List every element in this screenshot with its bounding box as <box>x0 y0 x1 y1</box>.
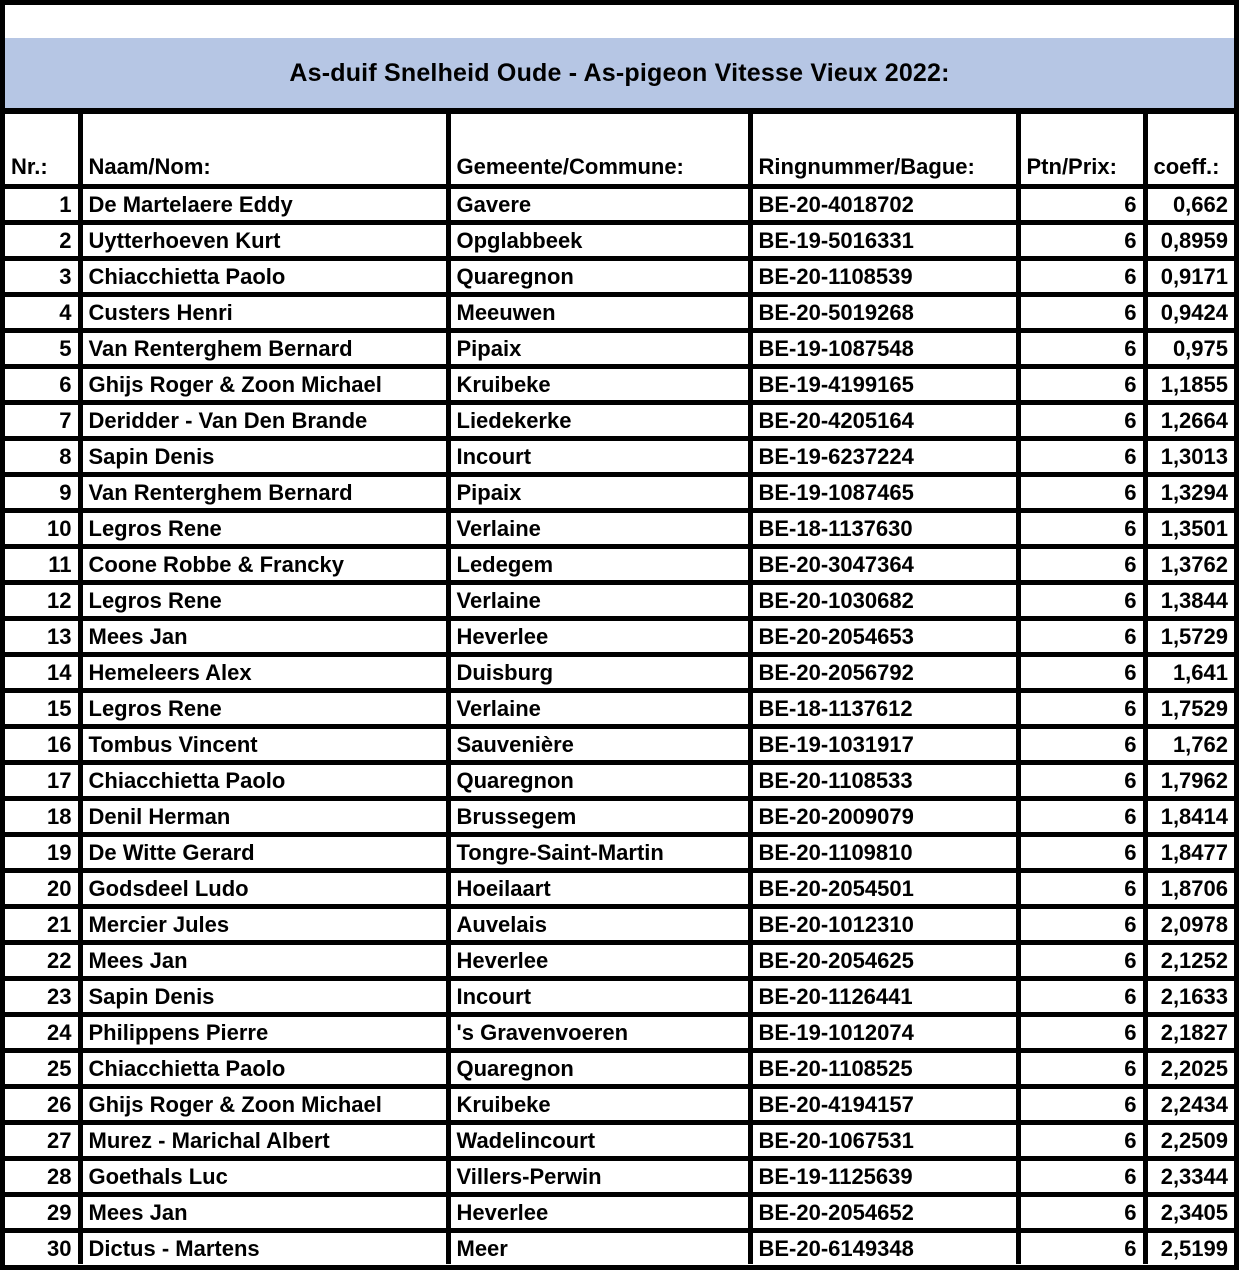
cell-ptn: 6 <box>1018 511 1145 547</box>
cell-ptn: 6 <box>1018 763 1145 799</box>
cell-coeff: 0,662 <box>1145 187 1234 223</box>
cell-name: Dictus - Martens <box>80 1231 448 1265</box>
table-row <box>5 1015 1234 1051</box>
cell-commune: Ledegem <box>448 547 750 583</box>
table-row <box>5 295 1234 331</box>
table-row <box>5 979 1234 1015</box>
cell-name: Hemeleers Alex <box>80 655 448 691</box>
cell-commune: Kruibeke <box>448 1087 750 1123</box>
table-row <box>5 907 1234 943</box>
cell-nr: 12 <box>5 583 80 619</box>
cell-ring: BE-20-6149348 <box>750 1231 1018 1265</box>
cell-commune: Verlaine <box>448 583 750 619</box>
cell-nr: 29 <box>5 1195 80 1231</box>
cell-ptn: 6 <box>1018 907 1145 943</box>
cell-ring: BE-20-3047364 <box>750 547 1018 583</box>
cell-ring: BE-20-4194157 <box>750 1087 1018 1123</box>
cell-ring: BE-20-4205164 <box>750 403 1018 439</box>
table-row <box>5 1051 1234 1087</box>
cell-ring: BE-20-5019268 <box>750 295 1018 331</box>
cell-commune: Villers-Perwin <box>448 1159 750 1195</box>
table-row <box>5 871 1234 907</box>
table-row <box>5 475 1234 511</box>
cell-commune: Quaregnon <box>448 259 750 295</box>
cell-nr: 13 <box>5 619 80 655</box>
cell-ring: BE-20-2054653 <box>750 619 1018 655</box>
cell-commune: 's Gravenvoeren <box>448 1015 750 1051</box>
cell-name: Ghijs Roger & Zoon Michael <box>80 367 448 403</box>
cell-name: Coone Robbe & Francky <box>80 547 448 583</box>
cell-nr: 24 <box>5 1015 80 1051</box>
table-row <box>5 655 1234 691</box>
cell-ptn: 6 <box>1018 583 1145 619</box>
cell-nr: 28 <box>5 1159 80 1195</box>
cell-name: Mees Jan <box>80 619 448 655</box>
cell-nr: 21 <box>5 907 80 943</box>
cell-commune: Sauvenière <box>448 727 750 763</box>
cell-coeff: 1,3844 <box>1145 583 1234 619</box>
cell-commune: Quaregnon <box>448 1051 750 1087</box>
cell-name: Legros Rene <box>80 511 448 547</box>
cell-commune: Duisburg <box>448 655 750 691</box>
cell-coeff: 1,8706 <box>1145 871 1234 907</box>
cell-nr: 15 <box>5 691 80 727</box>
table-row <box>5 403 1234 439</box>
cell-name: Legros Rene <box>80 583 448 619</box>
cell-commune: Brussegem <box>448 799 750 835</box>
cell-nr: 16 <box>5 727 80 763</box>
cell-ptn: 6 <box>1018 547 1145 583</box>
table-row <box>5 187 1234 223</box>
cell-ptn: 6 <box>1018 1159 1145 1195</box>
table-row <box>5 799 1234 835</box>
cell-coeff: 2,3405 <box>1145 1195 1234 1231</box>
cell-commune: Tongre-Saint-Martin <box>448 835 750 871</box>
cell-ring: BE-19-4199165 <box>750 367 1018 403</box>
cell-commune: Incourt <box>448 979 750 1015</box>
cell-nr: 9 <box>5 475 80 511</box>
page-title: As-duif Snelheid Oude - As-pigeon Vitesse Vieux 2022: <box>5 38 1234 114</box>
table-row <box>5 727 1234 763</box>
cell-ptn: 6 <box>1018 475 1145 511</box>
cell-name: Van Renterghem Bernard <box>80 475 448 511</box>
cell-nr: 27 <box>5 1123 80 1159</box>
cell-coeff: 0,9424 <box>1145 295 1234 331</box>
cell-nr: 1 <box>5 187 80 223</box>
cell-name: Uytterhoeven Kurt <box>80 223 448 259</box>
cell-ptn: 6 <box>1018 727 1145 763</box>
cell-nr: 4 <box>5 295 80 331</box>
cell-ptn: 6 <box>1018 1123 1145 1159</box>
cell-ptn: 6 <box>1018 655 1145 691</box>
cell-ring: BE-20-2009079 <box>750 799 1018 835</box>
cell-nr: 11 <box>5 547 80 583</box>
cell-ptn: 6 <box>1018 1195 1145 1231</box>
cell-ring: BE-19-1087548 <box>750 331 1018 367</box>
cell-ring: BE-19-1125639 <box>750 1159 1018 1195</box>
cell-ptn: 6 <box>1018 1051 1145 1087</box>
cell-ring: BE-20-1109810 <box>750 835 1018 871</box>
cell-nr: 23 <box>5 979 80 1015</box>
cell-nr: 3 <box>5 259 80 295</box>
cell-nr: 7 <box>5 403 80 439</box>
table-row <box>5 511 1234 547</box>
table-row <box>5 763 1234 799</box>
cell-nr: 5 <box>5 331 80 367</box>
header-row <box>5 114 1234 187</box>
cell-commune: Hoeilaart <box>448 871 750 907</box>
cell-commune: Incourt <box>448 439 750 475</box>
cell-name: Sapin Denis <box>80 979 448 1015</box>
cell-ring: BE-20-1126441 <box>750 979 1018 1015</box>
cell-commune: Wadelincourt <box>448 1123 750 1159</box>
cell-name: Mees Jan <box>80 943 448 979</box>
table-header <box>5 114 1234 187</box>
cell-coeff: 2,2434 <box>1145 1087 1234 1123</box>
cell-name: Deridder - Van Den Brande <box>80 403 448 439</box>
cell-ptn: 6 <box>1018 871 1145 907</box>
column-header-ring: Ringnummer/Bague: <box>750 114 1018 187</box>
cell-coeff: 0,9171 <box>1145 259 1234 295</box>
cell-ring: BE-20-2054501 <box>750 871 1018 907</box>
cell-ptn: 6 <box>1018 943 1145 979</box>
cell-nr: 19 <box>5 835 80 871</box>
cell-nr: 17 <box>5 763 80 799</box>
cell-ptn: 6 <box>1018 295 1145 331</box>
cell-ring: BE-19-1087465 <box>750 475 1018 511</box>
cell-ptn: 6 <box>1018 367 1145 403</box>
cell-coeff: 1,3294 <box>1145 475 1234 511</box>
table-row <box>5 223 1234 259</box>
column-header-coeff: coeff.: <box>1145 114 1234 187</box>
cell-nr: 30 <box>5 1231 80 1265</box>
cell-ptn: 6 <box>1018 1015 1145 1051</box>
cell-name: Custers Henri <box>80 295 448 331</box>
cell-coeff: 2,2025 <box>1145 1051 1234 1087</box>
cell-ptn: 6 <box>1018 403 1145 439</box>
column-header-name: Naam/Nom: <box>80 114 448 187</box>
table-row <box>5 1159 1234 1195</box>
cell-ring: BE-18-1137612 <box>750 691 1018 727</box>
cell-commune: Quaregnon <box>448 763 750 799</box>
cell-name: Legros Rene <box>80 691 448 727</box>
table-row <box>5 367 1234 403</box>
table-row <box>5 691 1234 727</box>
table-row <box>5 439 1234 475</box>
cell-nr: 22 <box>5 943 80 979</box>
cell-coeff: 1,7962 <box>1145 763 1234 799</box>
cell-coeff: 2,5199 <box>1145 1231 1234 1265</box>
cell-ptn: 6 <box>1018 223 1145 259</box>
cell-name: De Martelaere Eddy <box>80 187 448 223</box>
cell-commune: Opglabbeek <box>448 223 750 259</box>
cell-commune: Heverlee <box>448 619 750 655</box>
cell-name: Goethals Luc <box>80 1159 448 1195</box>
cell-nr: 26 <box>5 1087 80 1123</box>
cell-ring: BE-20-2056792 <box>750 655 1018 691</box>
column-header-commune: Gemeente/Commune: <box>448 114 750 187</box>
cell-coeff: 1,641 <box>1145 655 1234 691</box>
cell-name: Chiacchietta Paolo <box>80 763 448 799</box>
cell-ring: BE-20-1108539 <box>750 259 1018 295</box>
table-row <box>5 1195 1234 1231</box>
cell-ring: BE-18-1137630 <box>750 511 1018 547</box>
table-row <box>5 259 1234 295</box>
cell-nr: 18 <box>5 799 80 835</box>
cell-commune: Liedekerke <box>448 403 750 439</box>
cell-ring: BE-20-1067531 <box>750 1123 1018 1159</box>
cell-coeff: 1,1855 <box>1145 367 1234 403</box>
cell-ptn: 6 <box>1018 979 1145 1015</box>
cell-ring: BE-20-1012310 <box>750 907 1018 943</box>
cell-ptn: 6 <box>1018 619 1145 655</box>
cell-ring: BE-19-1012074 <box>750 1015 1018 1051</box>
cell-name: Ghijs Roger & Zoon Michael <box>80 1087 448 1123</box>
table-row <box>5 1087 1234 1123</box>
cell-coeff: 1,3762 <box>1145 547 1234 583</box>
cell-name: De Witte Gerard <box>80 835 448 871</box>
cell-name: Murez - Marichal Albert <box>80 1123 448 1159</box>
cell-ptn: 6 <box>1018 259 1145 295</box>
cell-coeff: 1,3501 <box>1145 511 1234 547</box>
cell-ring: BE-20-1108533 <box>750 763 1018 799</box>
cell-coeff: 0,975 <box>1145 331 1234 367</box>
cell-commune: Heverlee <box>448 943 750 979</box>
cell-name: Van Renterghem Bernard <box>80 331 448 367</box>
cell-commune: Verlaine <box>448 511 750 547</box>
cell-commune: Kruibeke <box>448 367 750 403</box>
cell-nr: 25 <box>5 1051 80 1087</box>
cell-name: Chiacchietta Paolo <box>80 259 448 295</box>
cell-ring: BE-20-2054652 <box>750 1195 1018 1231</box>
cell-commune: Pipaix <box>448 475 750 511</box>
cell-nr: 2 <box>5 223 80 259</box>
cell-commune: Meer <box>448 1231 750 1265</box>
table-row <box>5 619 1234 655</box>
cell-ptn: 6 <box>1018 331 1145 367</box>
cell-name: Mees Jan <box>80 1195 448 1231</box>
cell-nr: 6 <box>5 367 80 403</box>
cell-name: Philippens Pierre <box>80 1015 448 1051</box>
cell-name: Chiacchietta Paolo <box>80 1051 448 1087</box>
table-row <box>5 1123 1234 1159</box>
cell-name: Godsdeel Ludo <box>80 871 448 907</box>
cell-coeff: 1,7529 <box>1145 691 1234 727</box>
column-header-ptn: Ptn/Prix: <box>1018 114 1145 187</box>
cell-nr: 10 <box>5 511 80 547</box>
cell-coeff: 2,0978 <box>1145 907 1234 943</box>
cell-coeff: 1,8414 <box>1145 799 1234 835</box>
cell-ring: BE-19-6237224 <box>750 439 1018 475</box>
cell-coeff: 1,762 <box>1145 727 1234 763</box>
cell-ptn: 6 <box>1018 439 1145 475</box>
cell-ptn: 6 <box>1018 187 1145 223</box>
table-body <box>5 187 1234 1265</box>
table-row <box>5 835 1234 871</box>
cell-coeff: 2,1252 <box>1145 943 1234 979</box>
table-row <box>5 331 1234 367</box>
table-row <box>5 547 1234 583</box>
cell-nr: 20 <box>5 871 80 907</box>
cell-name: Tombus Vincent <box>80 727 448 763</box>
cell-ring: BE-20-1108525 <box>750 1051 1018 1087</box>
cell-commune: Verlaine <box>448 691 750 727</box>
cell-coeff: 2,3344 <box>1145 1159 1234 1195</box>
cell-name: Denil Herman <box>80 799 448 835</box>
cell-coeff: 2,1633 <box>1145 979 1234 1015</box>
cell-ring: BE-19-5016331 <box>750 223 1018 259</box>
cell-coeff: 0,8959 <box>1145 223 1234 259</box>
column-header-nr: Nr.: <box>5 114 80 187</box>
cell-commune: Meeuwen <box>448 295 750 331</box>
cell-commune: Heverlee <box>448 1195 750 1231</box>
results-table <box>5 114 1234 1264</box>
cell-coeff: 2,2509 <box>1145 1123 1234 1159</box>
table-row <box>5 943 1234 979</box>
cell-ring: BE-20-2054625 <box>750 943 1018 979</box>
cell-coeff: 1,3013 <box>1145 439 1234 475</box>
cell-coeff: 2,1827 <box>1145 1015 1234 1051</box>
cell-coeff: 1,8477 <box>1145 835 1234 871</box>
cell-name: Mercier Jules <box>80 907 448 943</box>
cell-nr: 8 <box>5 439 80 475</box>
cell-ptn: 6 <box>1018 799 1145 835</box>
cell-nr: 14 <box>5 655 80 691</box>
cell-ring: BE-20-1030682 <box>750 583 1018 619</box>
cell-commune: Auvelais <box>448 907 750 943</box>
cell-ptn: 6 <box>1018 835 1145 871</box>
cell-ptn: 6 <box>1018 1087 1145 1123</box>
cell-ring: BE-19-1031917 <box>750 727 1018 763</box>
top-margin-strip <box>5 5 1234 38</box>
table-row <box>5 583 1234 619</box>
cell-ptn: 6 <box>1018 1231 1145 1265</box>
cell-ptn: 6 <box>1018 691 1145 727</box>
cell-coeff: 1,2664 <box>1145 403 1234 439</box>
cell-commune: Gavere <box>448 187 750 223</box>
cell-ring: BE-20-4018702 <box>750 187 1018 223</box>
table-row <box>5 1231 1234 1265</box>
cell-coeff: 1,5729 <box>1145 619 1234 655</box>
cell-name: Sapin Denis <box>80 439 448 475</box>
cell-commune: Pipaix <box>448 331 750 367</box>
